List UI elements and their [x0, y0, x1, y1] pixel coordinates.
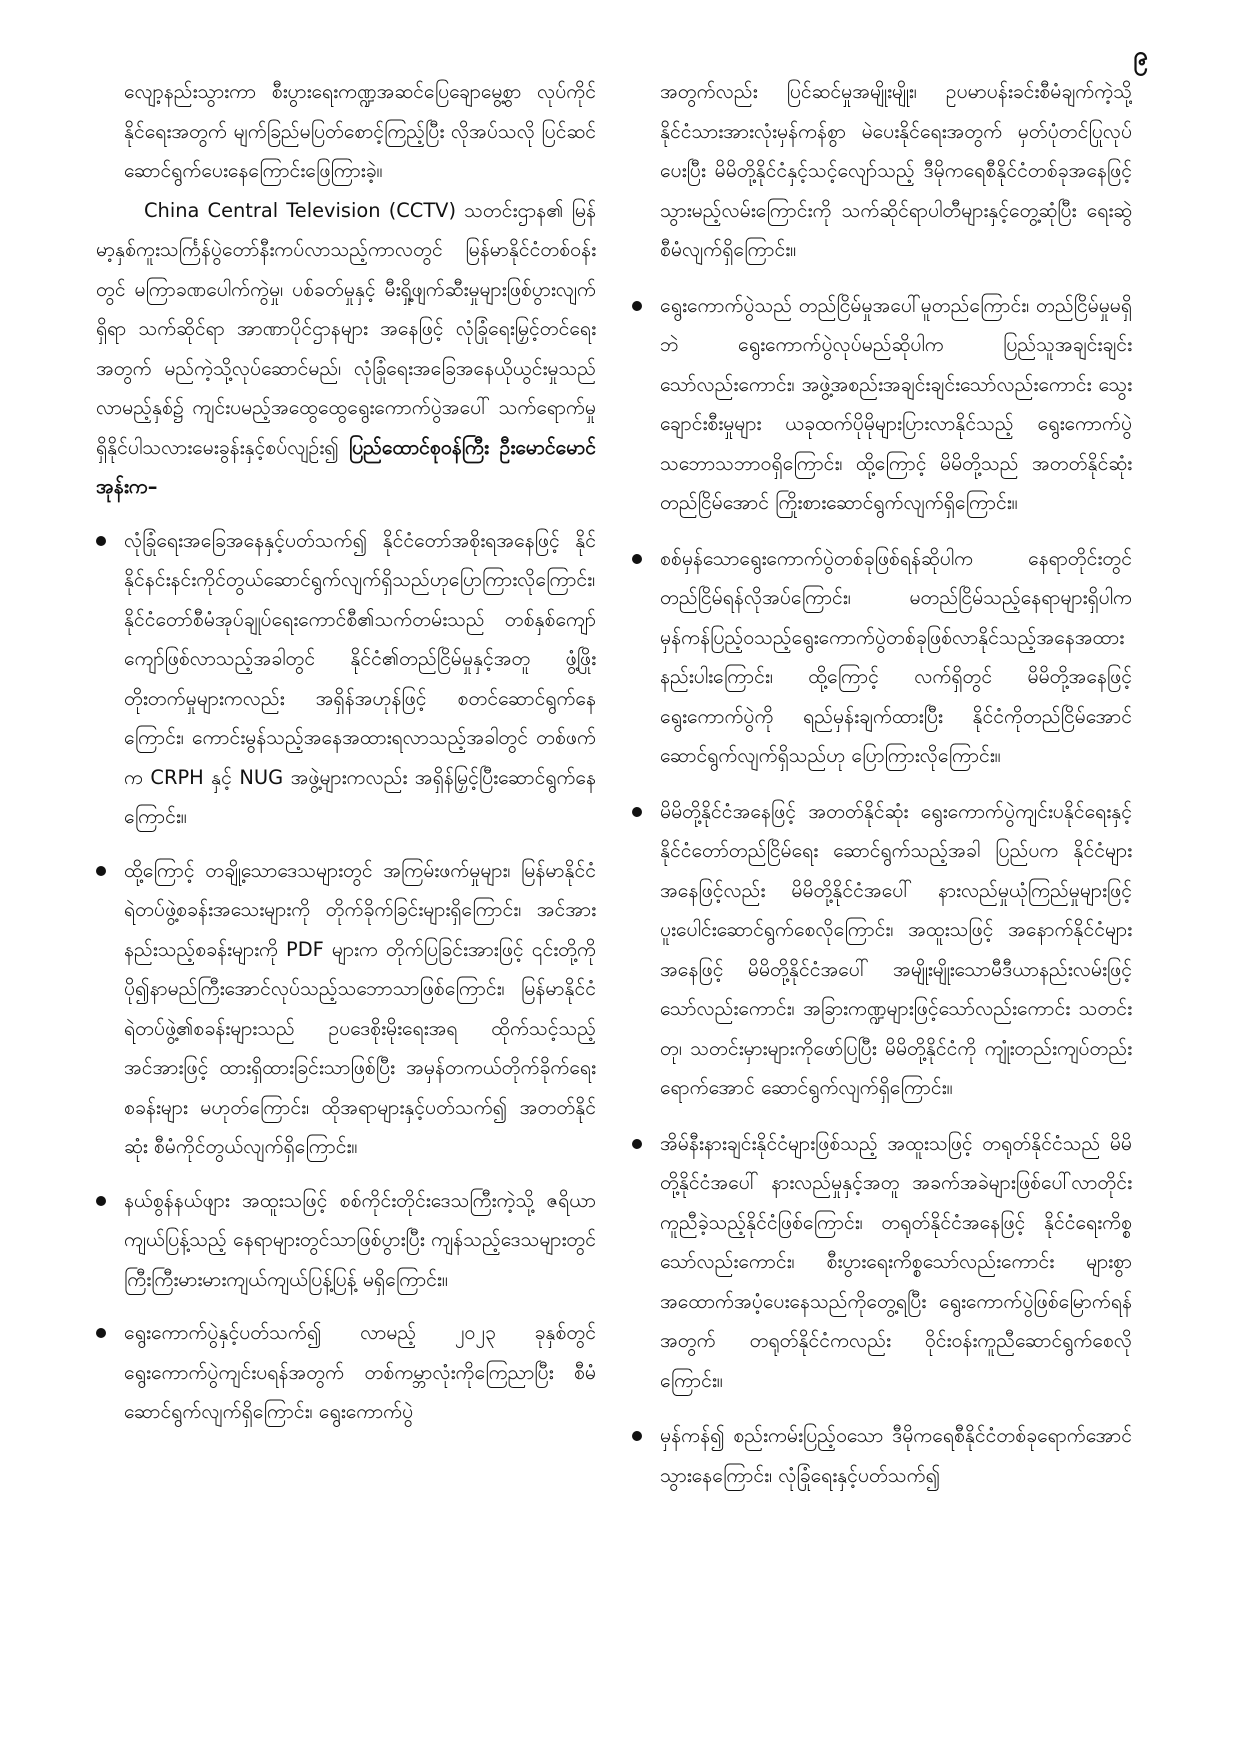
list-item-text: မိမိတို့နိုင်ငံအနေဖြင့် အတတ်နိုင်ဆုံး ရွေးကောက်ပွဲကျင်းပနိုင်ရေးနှင့် နိုင်ငံတော်တည်ငြိမ်ရေး ဆောင်ရွက်သည့်အခါ ပြည်ပက နိုင်ငံများအနေဖြင့်လည်း မိမိတို့နိုင်ငံအပေါ် နားလည်မှုယုံကြည်မှုများဖြင့် ပူးပေါင်းဆောင်ရွက်စေလိုကြောင်း၊ အထူးသဖြင့် အနောက်နိုင်ငံများအနေဖြင့် မိမိတို့နိုင်ငံအပေါ် အမျိုးမျိုးသောမီဒီယာနည်းလမ်းဖြင့်သော်လည်းကောင်း၊ အခြားကဏ္ဍများဖြင့်သော်လည်းကောင်း သတင်းတု၊ သတင်းမှားများကိုဖော်ပြပြီး မိမိတို့နိုင်ငံကို ကျုံးတည်းကျပ်တည်းရောက်အောင် ဆောင်ရွက်လျက်ရှိကြောင်း။: [660, 799, 1132, 1099]
right-continuation-paragraph: အတွက်လည်း ပြင်ဆင်မှုအမျိုးမျိုး၊ ဥပမာပန်းခင်းစီမံချက်ကဲ့သို့ နိုင်ငံသားအားလုံးမှန်ကန်စွာ မဲပေးနိုင်ရေးအတွက် မှတ်ပုံတင်ပြုလုပ်ပေးပြီး မိမိတို့နိုင်ငံနှင့်သင့်လျော်သည့် ဒီမိုကရေစီနိုင်ငံတစ်ခုအနေဖြင့် သွားမည့်လမ်းကြောင်းကို သက်ဆိုင်ရာပါတီများနှင့်တွေ့ဆုံပြီး ရေးဆွဲစီမံလျက်ရှိကြောင်း။: [660, 80, 1132, 261]
bullet-icon: [96, 536, 106, 546]
right-bullet-list: [632, 286, 1132, 1496]
list-item: [632, 286, 1132, 523]
right-column: [632, 72, 1132, 1732]
left-continuation-paragraph: လျော့နည်းသွားကာ စီးပွားရေးကဏ္ဍအဆင်ပြေချောမွေ့စွာ လုပ်ကိုင်နိုင်ရေးအတွက် မျက်ခြည်မပြတ်စောင့်ကြည့်ပြီး လိုအပ်သလို ပြင်ဆင်ဆောင်ရွက်ပေးနေကြောင်းဖြေကြားခဲ့။: [124, 80, 596, 182]
list-item: [632, 539, 1132, 776]
bullet-icon: [632, 1431, 642, 1441]
list-item-text: စစ်မှန်သောရွေးကောက်ပွဲတစ်ခုဖြစ်ရန်ဆိုပါက နေရာတိုင်းတွင် တည်ငြိမ်ရန်လိုအပ်ကြောင်း၊ မတည်ငြိမ်သည့်နေရာများရှိပါက မှန်ကန်ပြည့်ဝသည့်ရွေးကောက်ပွဲတစ်ခုဖြစ်လာနိုင်သည့်အနေအထား နည်းပါးကြောင်း၊ ထို့ကြောင့် လက်ရှိတွင် မိမိတို့အနေဖြင့် ရွေးကောက်ပွဲကို ရည်မှန်းချက်ထားပြီး နိုင်ငံကိုတည်ငြိမ်အောင် ဆောင်ရွက်လျက်ရှိသည်ဟု ပြောကြားလိုကြောင်း။: [660, 546, 1132, 767]
page-number: ၉: [1133, 41, 1148, 71]
list-item-text: ရွေးကောက်ပွဲနှင့်ပတ်သက်၍ လာမည့် ၂၀၂၃ ခုနှစ်တွင် ရွေးကောက်ပွဲကျင်းပရန်အတွက် တစ်ကမ္ဘာလုံးကိုကြေညာပြီး စီမံဆောင်ရွက်လျက်ရှိကြောင်း၊ ရွေးကောက်ပွဲ: [124, 1321, 596, 1423]
list-item-text: အိမ်နီးနားချင်းနိုင်ငံများဖြစ်သည့် အထူးသဖြင့် တရုတ်နိုင်ငံသည် မိမိတို့နိုင်ငံအပေါ် နားလည်မှုနှင့်အတူ အခက်အခဲများဖြစ်ပေါ်လာတိုင်း ကူညီခဲ့သည့်နိုင်ငံဖြစ်ကြောင်း၊ တရုတ်နိုင်ငံအနေဖြင့် နိုင်ငံရေးကိစ္စသော်လည်းကောင်း၊ စီးပွားရေးကိစ္စသော်လည်းကောင်း များစွာအထောက်အပံ့ပေးနေသည်ကိုတွေ့ရပြီး ရွေးကောက်ပွဲဖြစ်မြောက်ရန်အတွက် တရုတ်နိုင်ငံကလည်း ဝိုင်းဝန်းကူညီဆောင်ရွက်စေလိုကြောင်း။: [660, 1131, 1132, 1392]
bullet-icon: [632, 807, 642, 817]
list-item: [632, 792, 1132, 1108]
list-item-text: မှန်ကန်၍ စည်းကမ်းပြည့်ဝသော ဒီမိုကရေစီနိုင်ငံတစ်ခုရောက်အောင်သွားနေကြောင်း၊ လုံခြုံရေးနှင့်ပတ်သက်၍: [660, 1424, 1132, 1487]
speaker-name: ပြည်ထောင်စုဝန်ကြီး ဦးမောင်မောင်အုန်းက–: [96, 435, 596, 498]
list-item: [632, 1124, 1132, 1401]
bullet-icon: [96, 1196, 106, 1206]
bullet-icon: [632, 1139, 642, 1149]
intro-paragraph: [96, 191, 596, 507]
left-bullet-list: [96, 521, 596, 1432]
left-column: [96, 72, 596, 1732]
intro-text: China Central Television (CCTV) သတင်းဌာန၏ မြန်မာ့နှစ်ကူးသင်္ကြန်ပွဲတော်နီးကပ်လာသည့်ကာလတွင် မြန်မာနိုင်ငံတစ်ဝန်းတွင် မကြာခဏပေါက်ကွဲမှု၊ ပစ်ခတ်မှုနှင့် မီးရှို့ဖျက်ဆီးမှုများဖြစ်ပွားလျက်ရှိရာ သက်ဆိုင်ရာ အာဏာပိုင်ဌာနများ အနေဖြင့် လုံခြုံရေးမြှင့်တင်ရေးအတွက် မည်ကဲ့သို့လုပ်ဆောင်မည်၊ လုံခြုံရေးအခြေအနေယိုယွင်းမှုသည် လာမည့်နှစ်၌ ကျင်းပမည့်အထွေထွေရွေးကောက်ပွဲအပေါ် သက်ရောက်မှုရှိနိုင်ပါသလားမေးခွန်းနှင့်စပ်လျဉ်း၍: [96, 198, 596, 459]
list-item-text: ရွေးကောက်ပွဲသည် တည်ငြိမ်မှုအပေါ်မူတည်ကြောင်း၊ တည်ငြိမ်မှုမရှိဘဲ ရွေးကောက်ပွဲလုပ်မည်ဆိုပါက ပြည်သူအချင်းချင်းသော်လည်းကောင်း၊ အဖွဲ့အစည်းအချင်းချင်းသော်လည်းကောင်း သွေးချောင်းစီးမှုများ ယခုထက်ပိုမိုများပြားလာနိုင်သည့် ရွေးကောက်ပွဲသဘောသဘာဝရှိကြောင်း၊ ထို့ကြောင့် မိမိတို့သည် အတတ်နိုင်ဆုံးတည်ငြိမ်အောင် ကြိုးစားဆောင်ရွက်လျက်ရှိကြောင်း။: [660, 293, 1132, 514]
list-item: [96, 1181, 596, 1300]
list-item: [96, 851, 596, 1167]
bullet-icon: [632, 554, 642, 564]
bullet-icon: [96, 866, 106, 876]
list-item-text: နယ်စွန်နယ်ဖျား အထူးသဖြင့် စစ်ကိုင်းတိုင်းဒေသကြီးကဲ့သို့ ဇရိယာကျယ်ပြန့်သည့် နေရာများတွင်သာဖြစ်ပွားပြီး ကျန်သည့်ဒေသများတွင် ကြီးကြီးမားမားကျယ်ကျယ်ပြန့်ပြန့် မရှိကြောင်း။: [124, 1188, 596, 1291]
bullet-icon: [96, 1328, 106, 1338]
list-item-text: လုံခြုံရေးအခြေအနေနှင့်ပတ်သက်၍ နိုင်ငံတော်အစိုးရအနေဖြင့် နိုင်နိုင်နင်းနင်းကိုင်တွယ်ဆောင်ရွက်လျက်ရှိသည်ဟုပြောကြားလိုကြောင်း၊ နိုင်ငံတော်စီမံအုပ်ချုပ်ရေးကောင်စီ၏သက်တမ်းသည် တစ်နှစ်ကျော်ကျော်ဖြစ်လာသည့်အခါတွင် နိုင်ငံ၏တည်ငြိမ်မှုနှင့်အတူ ဖွံ့ဖြိုးတိုးတက်မှုများကလည်း အရှိန်အဟုန်ဖြင့် စတင်ဆောင်ရွက်နေကြောင်း၊ ကောင်းမွန်သည့်အနေအထားရလာသည့်အခါတွင် တစ်ဖက်က CRPH နှင့် NUG အဖွဲ့များကလည်း အရှိန်မြှင့်ပြီးဆောင်ရွက်နေကြောင်း။: [124, 528, 596, 828]
bullet-icon: [632, 301, 642, 311]
list-item: [96, 521, 596, 837]
list-item: [632, 1416, 1132, 1495]
list-item-text: ထို့ကြောင့် တချို့သောဒေသများတွင် အကြမ်းဖက်မှုများ၊ မြန်မာနိုင်ငံရဲတပ်ဖွဲ့စခန်းအသေးများကို တိုက်ခိုက်ခြင်းများရှိကြောင်း၊ အင်အားနည်းသည့်စခန်းများကို PDF များက တိုက်ပြခြင်းအားဖြင့် ၎င်းတို့ကို ပို၍နာမည်ကြီးအောင်လုပ်သည့်သဘောသာဖြစ်ကြောင်း၊ မြန်မာနိုင်ငံရဲတပ်ဖွဲ့၏စခန်းများသည် ဥပဒေစိုးမိုးရေးအရ ထိုက်သင့်သည့်အင်အားဖြင့် ထားရှိထားခြင်းသာဖြစ်ပြီး အမှန်တကယ်တိုက်ခိုက်ရေးစခန်းများ မဟုတ်ကြောင်း၊ ထိုအရာများနှင့်ပတ်သက်၍ အတတ်နိုင်ဆုံး စီမံကိုင်တွယ်လျက်ရှိကြောင်း။: [124, 858, 596, 1158]
list-item: [96, 1313, 596, 1432]
